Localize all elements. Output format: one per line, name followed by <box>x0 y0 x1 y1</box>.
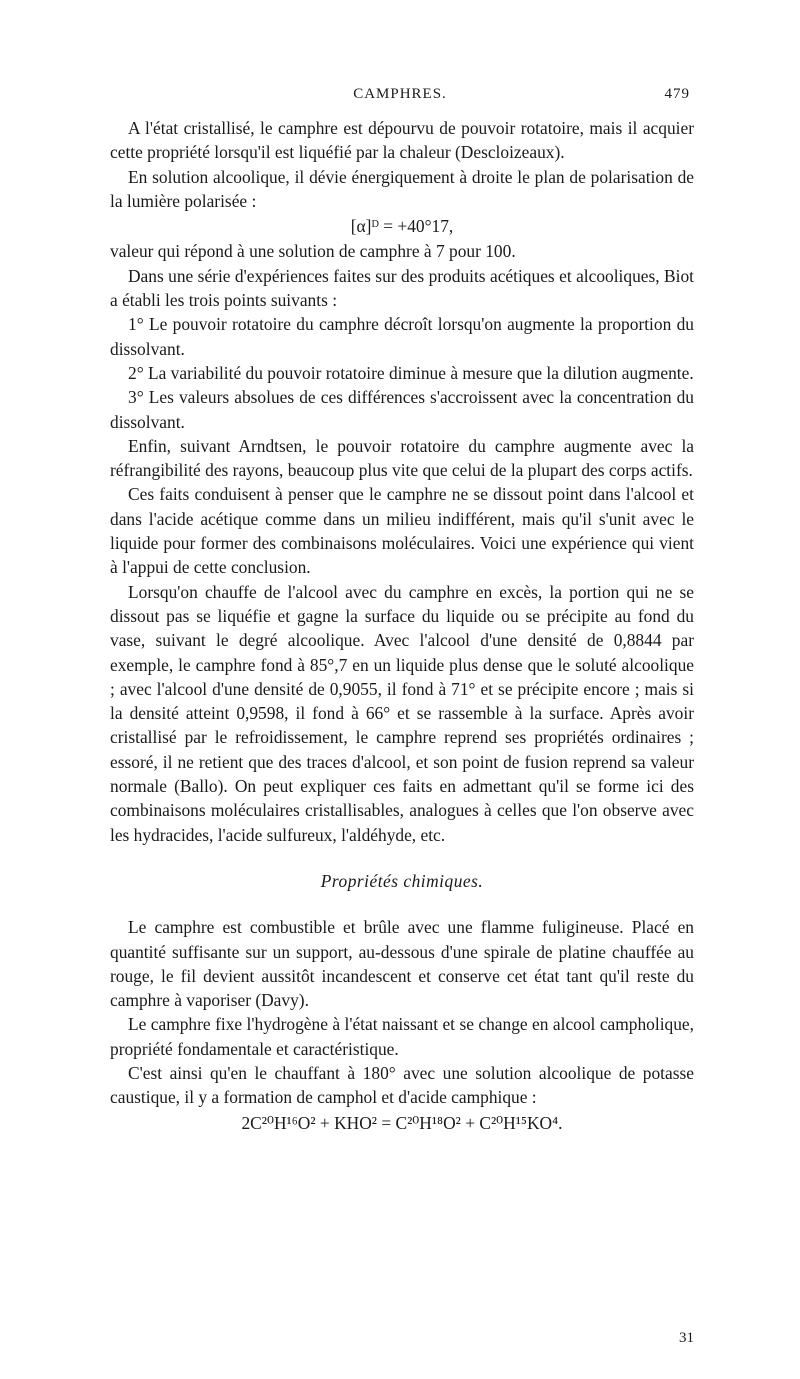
paragraph: Ces faits conduisent à penser que le camphre ne se dissout point dans l'alcool et dans l'acide acétique comme dans un milieu indifférent, mais qu'il s'unit avec le liquide pour former des combinaisons moléculaires. Voici une expérience qui vient à l'appui de cette conclusion. <box>110 484 694 578</box>
paragraph: C'est ainsi qu'en le chauffant à 180° avec une solution alcoolique de potasse caustique, il y a formation de camphol et d'acide camphique : <box>110 1062 694 1108</box>
paragraph: Le camphre fixe l'hydrogène à l'état naissant et se change en alcool campholique, propriété fondamentale et caractéristique. <box>110 1014 694 1059</box>
running-title: CAMPHRES. <box>353 86 447 102</box>
paragraph: En solution alcoolique, il dévie énergiquement à droite le plan de polarisation de la lumière polarisée : <box>110 166 694 211</box>
section-title: Propriétés chimiques. <box>320 870 484 891</box>
signature-mark: 31 <box>679 1330 694 1346</box>
paragraph: Enfin, suivant Arndtsen, le pouvoir rotatoire du camphre augmente avec la réfrangibilité des rayons, beaucoup plus vite que celui de la plupart des corps actifs. <box>110 435 694 481</box>
list-item: 3° Les valeurs absolues de ces différences s'accroissent avec la concentration du dissolvant. <box>110 387 694 432</box>
paragraph: A l'état cristallisé, le camphre est dépourvu de pouvoir rotatoire, mais il acquier cette propriété lorsqu'il est liquéfié par la chaleur (Descloizeaux). <box>110 118 694 163</box>
paragraph: valeur qui répond à une solution de camphre à 7 pour 100. <box>110 241 516 262</box>
paragraph: Dans une série d'expériences faites sur des produits acétiques et alcooliques, Biot a établi les trois points suivants : <box>110 265 694 311</box>
formula-rotatory-power: [α]ᴰ = +40°17, <box>350 216 454 237</box>
body-text <box>110 116 694 1136</box>
paragraph: Le camphre est combustible et brûle avec une flamme fuligineuse. Placé en quantité suffisante sur un support, au-dessous d'une spirale de platine chauffée au rouge, le fil devient aussitôt incandescent et conserve cet état tant qu'il reste du camphre à vaporiser (Davy). <box>110 917 694 1011</box>
list-item: 2° La variabilité du pouvoir rotatoire diminue à mesure que la dilution augmente. <box>128 362 694 383</box>
formula-reaction: 2C²⁰H¹⁶O² + KHO² = C²⁰H¹⁸O² + C²⁰H¹⁵KO⁴. <box>241 1112 563 1133</box>
paragraph: Lorsqu'on chauffe de l'alcool avec du camphre en excès, la portion qui ne se dissout pas se liquéfie et gagne la surface du liquide ou se précipite au fond du vase, suivant le degré alcoolique. Avec l'alcool d'une densité de 0,8844 par exemple, le camphre fond à 85°,7 en un liquide plus dense que le soluté alcoolique ; avec l'alcool d'une densité de 0,9055, il fond à 71° et se précipite encore ; mais si la densité atteint 0,9598, il fond à 66° et se rassemble à la surface. Après avoir cristallisé par le refroidissement, le camphre reprend ses propriétés ordinaires ; essoré, il ne retient que des traces d'alcool, et son point de fusion reprend sa valeur normale (Ballo). On peut expliquer ces faits en admettant qu'il se forme ici des combinaisons moléculaires cristallisables, analogues à celles que l'on observe avec les hydracides, l'acide sulfureux, l'aldéhyde, etc. <box>110 581 694 845</box>
page-number: 479 <box>664 86 690 102</box>
running-head <box>110 86 690 108</box>
list-item: 1° Le pouvoir rotatoire du camphre décroît lorsqu'on augmente la proportion du dissolvant. <box>110 314 694 359</box>
